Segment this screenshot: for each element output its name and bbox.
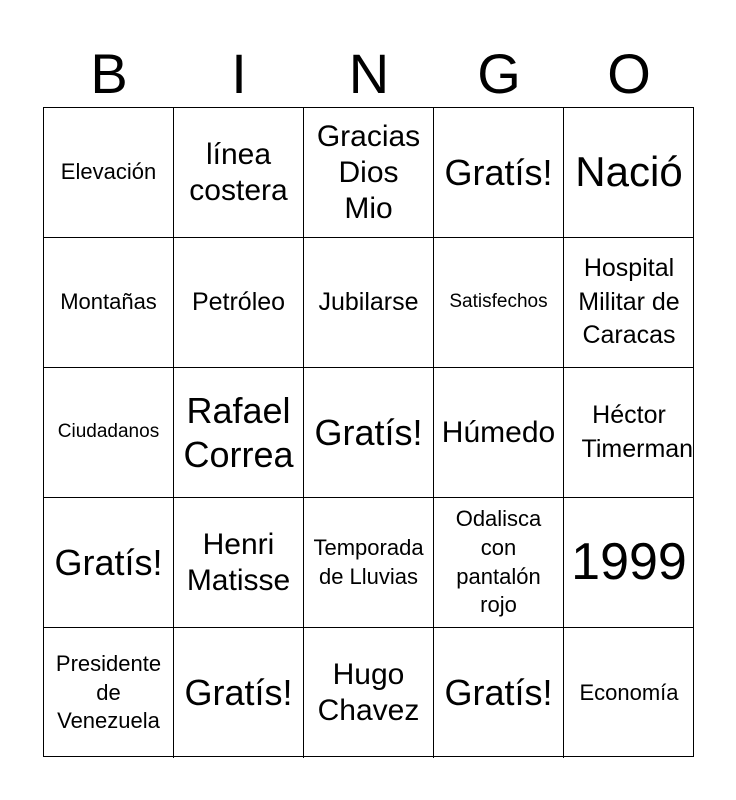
bingo-cell[interactable] <box>174 498 304 628</box>
bingo-cell[interactable] <box>44 368 174 498</box>
cell-text: Hospital Militar de Caracas <box>578 253 680 350</box>
cell-text: línea costera <box>189 137 288 207</box>
cell-text: Rafael Correa <box>183 390 294 475</box>
bingo-cell[interactable] <box>44 628 174 758</box>
bingo-cell[interactable] <box>174 108 304 238</box>
bingo-cell[interactable] <box>304 238 434 368</box>
bingo-cell[interactable] <box>564 238 694 368</box>
cell-text: Jubilarse <box>318 287 419 316</box>
cell-text: Temporada de Lluvias <box>313 534 424 589</box>
bingo-cell[interactable] <box>434 628 564 758</box>
cell-text: Húmedo <box>441 415 556 449</box>
header-letter-b: B <box>90 42 128 105</box>
header-letter-i: I <box>231 42 247 105</box>
header-letter-o: O <box>607 42 651 105</box>
cell-text: Montañas <box>60 289 157 315</box>
cell-text: Nació <box>575 148 683 196</box>
bingo-cell[interactable] <box>434 368 564 498</box>
cell-text: Gratís! <box>444 672 553 714</box>
cell-text: Gratís! <box>444 151 553 193</box>
cell-text: Gratís! <box>54 541 163 583</box>
bingo-cell[interactable] <box>304 108 434 238</box>
bingo-cell[interactable] <box>304 498 434 628</box>
bingo-cell[interactable] <box>564 498 694 628</box>
cell-text: Odalisca con pantalón rojo <box>455 506 542 618</box>
cell-text: Ciudadanos <box>57 421 160 443</box>
cell-text: Presidente de Venezuela <box>55 651 162 734</box>
bingo-cell[interactable] <box>44 498 174 628</box>
cell-text: Satisfechos <box>449 291 548 313</box>
cell-text: 1999 <box>571 532 687 591</box>
bingo-cell[interactable] <box>434 498 564 628</box>
bingo-cell[interactable] <box>174 628 304 758</box>
bingo-cell[interactable] <box>304 368 434 498</box>
cell-text: Economía <box>579 679 679 705</box>
cell-text: Petróleo <box>191 287 286 316</box>
bingo-cell[interactable] <box>564 108 694 238</box>
bingo-cell[interactable] <box>564 628 694 758</box>
bingo-cell[interactable] <box>304 628 434 758</box>
cell-text: Héctor Timerman <box>581 400 694 463</box>
bingo-cell[interactable] <box>44 238 174 368</box>
bingo-cell[interactable] <box>434 238 564 368</box>
bingo-cell[interactable] <box>174 238 304 368</box>
cell-text: Gracias Dios Mio <box>316 119 421 225</box>
cell-text: Elevación <box>60 159 157 185</box>
bingo-header <box>44 40 694 108</box>
header-letter-n: N <box>348 42 390 105</box>
bingo-cell[interactable] <box>174 368 304 498</box>
bingo-cell[interactable] <box>434 108 564 238</box>
cell-text: Hugo Chavez <box>317 658 420 727</box>
cell-text: Henri Matisse <box>186 527 291 597</box>
bingo-board <box>43 107 694 757</box>
bingo-cell[interactable] <box>564 368 694 498</box>
bingo-cell[interactable] <box>44 108 174 238</box>
header-letter-g: G <box>477 42 521 105</box>
cell-text: Gratís! <box>184 672 293 714</box>
cell-text: Gratís! <box>314 411 423 453</box>
